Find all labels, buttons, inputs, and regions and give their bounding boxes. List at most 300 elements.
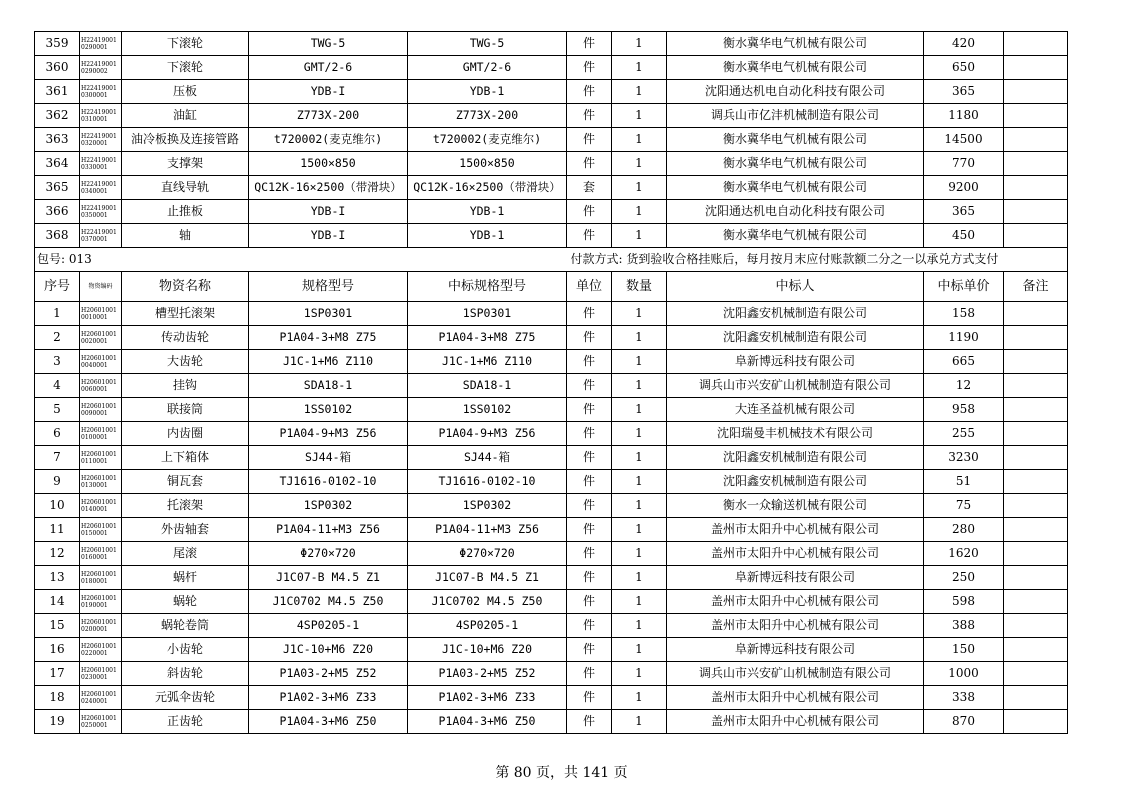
cell-unit: 件 <box>567 302 612 326</box>
cell-seq: 7 <box>35 446 80 470</box>
cell-bidder: 盖州市太阳升中心机械有限公司 <box>667 686 924 710</box>
cell-code: H20601001 0190001 <box>80 590 122 614</box>
cell-code: H20601001 0140001 <box>80 494 122 518</box>
table-row <box>35 686 1068 710</box>
cell-price: 665 <box>924 350 1004 374</box>
cell-unit: 件 <box>567 152 612 176</box>
cell-price: 388 <box>924 614 1004 638</box>
cell-qty: 1 <box>612 326 667 350</box>
cell-qty: 1 <box>612 302 667 326</box>
cell-price: 650 <box>924 56 1004 80</box>
cell-unit: 件 <box>567 80 612 104</box>
table-row <box>35 422 1068 446</box>
cell-name: 联接筒 <box>122 398 249 422</box>
cell-qty: 1 <box>612 518 667 542</box>
cell-seq: 1 <box>35 302 80 326</box>
cell-spec: P1A04-3+M8 Z75 <box>249 326 408 350</box>
table-row <box>35 374 1068 398</box>
cell-unit: 件 <box>567 422 612 446</box>
cell-seq: 3 <box>35 350 80 374</box>
cell-spec: 4SP0205-1 <box>249 614 408 638</box>
cell-note <box>1004 80 1068 104</box>
package-label: 包号: 013 <box>35 248 567 272</box>
table-row <box>35 470 1068 494</box>
cell-unit: 件 <box>567 446 612 470</box>
cell-name: 油冷板换及连接管路 <box>122 128 249 152</box>
table-row <box>35 326 1068 350</box>
cell-seq: 362 <box>35 104 80 128</box>
cell-seq: 11 <box>35 518 80 542</box>
cell-note <box>1004 200 1068 224</box>
cell-note <box>1004 398 1068 422</box>
cell-qty: 1 <box>612 398 667 422</box>
cell-qty: 1 <box>612 152 667 176</box>
header-bid-spec: 中标规格型号 <box>408 272 567 302</box>
table-row <box>35 32 1068 56</box>
cell-note <box>1004 590 1068 614</box>
cell-code: H20601001 0100001 <box>80 422 122 446</box>
cell-price: 250 <box>924 566 1004 590</box>
cell-price: 365 <box>924 200 1004 224</box>
cell-bidder: 盖州市太阳升中心机械有限公司 <box>667 590 924 614</box>
cell-spec: J1C-10+M6 Z20 <box>249 638 408 662</box>
cell-bid-spec: J1C07-B M4.5 Z1 <box>408 566 567 590</box>
cell-spec: YDB-I <box>249 80 408 104</box>
cell-spec: P1A04-9+M3 Z56 <box>249 422 408 446</box>
cell-price: 770 <box>924 152 1004 176</box>
cell-code: H20601001 0150001 <box>80 518 122 542</box>
cell-seq: 364 <box>35 152 80 176</box>
cell-unit: 件 <box>567 614 612 638</box>
cell-note <box>1004 638 1068 662</box>
cell-qty: 1 <box>612 470 667 494</box>
cell-code: H22419001 0350001 <box>80 200 122 224</box>
cell-unit: 件 <box>567 638 612 662</box>
cell-name: 蜗轮卷筒 <box>122 614 249 638</box>
table-row <box>35 80 1068 104</box>
cell-code: H20601001 0200001 <box>80 614 122 638</box>
cell-name: 斜齿轮 <box>122 662 249 686</box>
table-row <box>35 128 1068 152</box>
cell-spec: t720002(麦克维尔) <box>249 128 408 152</box>
cell-name: 下滚轮 <box>122 32 249 56</box>
cell-spec: P1A02-3+M6 Z33 <box>249 686 408 710</box>
cell-note <box>1004 374 1068 398</box>
cell-bidder: 沈阳鑫安机械制造有限公司 <box>667 326 924 350</box>
table-row <box>35 494 1068 518</box>
cell-qty: 1 <box>612 56 667 80</box>
cell-bid-spec: Z773X-200 <box>408 104 567 128</box>
cell-seq: 17 <box>35 662 80 686</box>
cell-note <box>1004 350 1068 374</box>
cell-note <box>1004 518 1068 542</box>
cell-bid-spec: P1A02-3+M6 Z33 <box>408 686 567 710</box>
cell-spec: Z773X-200 <box>249 104 408 128</box>
cell-bid-spec: P1A04-9+M3 Z56 <box>408 422 567 446</box>
cell-bidder: 盖州市太阳升中心机械有限公司 <box>667 614 924 638</box>
cell-code: H22419001 0320001 <box>80 128 122 152</box>
cell-code: H20601001 0090001 <box>80 398 122 422</box>
cell-code: H22419001 0370001 <box>80 224 122 248</box>
cell-code: H20601001 0060001 <box>80 374 122 398</box>
cell-code: H20601001 0240001 <box>80 686 122 710</box>
table-row <box>35 350 1068 374</box>
cell-unit: 件 <box>567 32 612 56</box>
payment-terms: 付款方式: 货到验收合格挂账后，每月按月末应付账款额二分之一以承兑方式支付 <box>567 248 1068 272</box>
cell-code: H20601001 0130001 <box>80 470 122 494</box>
table-row <box>35 662 1068 686</box>
cell-qty: 1 <box>612 224 667 248</box>
cell-bid-spec: SDA18-1 <box>408 374 567 398</box>
cell-code: H20601001 0180001 <box>80 566 122 590</box>
cell-spec: J1C07-B M4.5 Z1 <box>249 566 408 590</box>
cell-unit: 件 <box>567 398 612 422</box>
cell-unit: 件 <box>567 710 612 734</box>
cell-seq: 12 <box>35 542 80 566</box>
cell-bid-spec: SJ44-箱 <box>408 446 567 470</box>
cell-bid-spec: YDB-1 <box>408 200 567 224</box>
cell-note <box>1004 326 1068 350</box>
cell-code: H20601001 0020001 <box>80 326 122 350</box>
cell-spec: 1SP0302 <box>249 494 408 518</box>
cell-qty: 1 <box>612 710 667 734</box>
cell-bidder: 盖州市太阳升中心机械有限公司 <box>667 518 924 542</box>
cell-code: H22419001 0310001 <box>80 104 122 128</box>
cell-note <box>1004 224 1068 248</box>
cell-code: H22419001 0340001 <box>80 176 122 200</box>
cell-bid-spec: J1C-10+M6 Z20 <box>408 638 567 662</box>
cell-unit: 件 <box>567 518 612 542</box>
cell-qty: 1 <box>612 446 667 470</box>
cell-seq: 365 <box>35 176 80 200</box>
cell-price: 158 <box>924 302 1004 326</box>
cell-name: 蜗杆 <box>122 566 249 590</box>
cell-qty: 1 <box>612 566 667 590</box>
header-unit: 单位 <box>567 272 612 302</box>
procurement-table <box>34 31 1068 734</box>
cell-price: 958 <box>924 398 1004 422</box>
cell-name: 外齿轴套 <box>122 518 249 542</box>
cell-name: 托滚架 <box>122 494 249 518</box>
cell-seq: 9 <box>35 470 80 494</box>
cell-spec: 1SS0102 <box>249 398 408 422</box>
cell-bid-spec: 4SP0205-1 <box>408 614 567 638</box>
cell-name: 蜗轮 <box>122 590 249 614</box>
cell-unit: 件 <box>567 200 612 224</box>
cell-seq: 361 <box>35 80 80 104</box>
cell-name: 挂钩 <box>122 374 249 398</box>
cell-name: 正齿轮 <box>122 710 249 734</box>
cell-price: 1000 <box>924 662 1004 686</box>
cell-price: 1620 <box>924 542 1004 566</box>
cell-qty: 1 <box>612 128 667 152</box>
cell-bidder: 衡水冀华电气机械有限公司 <box>667 224 924 248</box>
header-seq: 序号 <box>35 272 80 302</box>
cell-name: 油缸 <box>122 104 249 128</box>
cell-bidder: 阜新博远科技有限公司 <box>667 350 924 374</box>
cell-code: H20601001 0230001 <box>80 662 122 686</box>
cell-price: 3230 <box>924 446 1004 470</box>
cell-name: 下滚轮 <box>122 56 249 80</box>
cell-bid-spec: GMT/2-6 <box>408 56 567 80</box>
cell-spec: SDA18-1 <box>249 374 408 398</box>
cell-spec: TWG-5 <box>249 32 408 56</box>
bottom-rows <box>35 302 1068 734</box>
cell-unit: 件 <box>567 566 612 590</box>
cell-unit: 件 <box>567 128 612 152</box>
cell-code: H20601001 0010001 <box>80 302 122 326</box>
cell-qty: 1 <box>612 542 667 566</box>
cell-price: 150 <box>924 638 1004 662</box>
cell-code: H20601001 0040001 <box>80 350 122 374</box>
cell-bidder: 衡水冀华电气机械有限公司 <box>667 32 924 56</box>
cell-seq: 360 <box>35 56 80 80</box>
cell-price: 12 <box>924 374 1004 398</box>
cell-unit: 件 <box>567 56 612 80</box>
cell-seq: 15 <box>35 614 80 638</box>
cell-seq: 6 <box>35 422 80 446</box>
cell-seq: 5 <box>35 398 80 422</box>
cell-bid-spec: J1C0702 M4.5 Z50 <box>408 590 567 614</box>
package-row <box>35 248 1068 272</box>
cell-note <box>1004 32 1068 56</box>
cell-qty: 1 <box>612 374 667 398</box>
header-bidder: 中标人 <box>667 272 924 302</box>
cell-bid-spec: 1500×850 <box>408 152 567 176</box>
cell-seq: 13 <box>35 566 80 590</box>
cell-spec: P1A03-2+M5 Z52 <box>249 662 408 686</box>
cell-spec: 1SP0301 <box>249 302 408 326</box>
header-price: 中标单价 <box>924 272 1004 302</box>
cell-bidder: 衡水冀华电气机械有限公司 <box>667 56 924 80</box>
cell-qty: 1 <box>612 686 667 710</box>
table-row <box>35 56 1068 80</box>
cell-qty: 1 <box>612 662 667 686</box>
cell-unit: 套 <box>567 176 612 200</box>
cell-price: 75 <box>924 494 1004 518</box>
cell-bid-spec: Φ270×720 <box>408 542 567 566</box>
cell-code: H20601001 0250001 <box>80 710 122 734</box>
cell-qty: 1 <box>612 614 667 638</box>
cell-spec: P1A04-3+M6 Z50 <box>249 710 408 734</box>
cell-name: 支撑架 <box>122 152 249 176</box>
table-row <box>35 590 1068 614</box>
cell-note <box>1004 128 1068 152</box>
cell-note <box>1004 710 1068 734</box>
cell-seq: 14 <box>35 590 80 614</box>
cell-name: 元弧伞齿轮 <box>122 686 249 710</box>
table-row <box>35 200 1068 224</box>
cell-name: 压板 <box>122 80 249 104</box>
cell-name: 传动齿轮 <box>122 326 249 350</box>
cell-bidder: 衡水冀华电气机械有限公司 <box>667 128 924 152</box>
top-rows <box>35 32 1068 248</box>
cell-note <box>1004 176 1068 200</box>
cell-bidder: 沈阳瑞曼丰机械技术有限公司 <box>667 422 924 446</box>
header-code: 物资编码 <box>80 272 122 302</box>
cell-price: 51 <box>924 470 1004 494</box>
cell-note <box>1004 302 1068 326</box>
cell-spec: J1C0702 M4.5 Z50 <box>249 590 408 614</box>
cell-spec: QC12K-16×2500（带滑块） <box>249 176 408 200</box>
cell-qty: 1 <box>612 422 667 446</box>
header-spec: 规格型号 <box>249 272 408 302</box>
cell-name: 铜瓦套 <box>122 470 249 494</box>
table-row <box>35 614 1068 638</box>
cell-price: 365 <box>924 80 1004 104</box>
cell-unit: 件 <box>567 350 612 374</box>
cell-qty: 1 <box>612 590 667 614</box>
cell-bidder: 衡水冀华电气机械有限公司 <box>667 176 924 200</box>
cell-bidder: 调兵山市兴安矿山机械制造有限公司 <box>667 374 924 398</box>
cell-bidder: 衡水一众输送机械有限公司 <box>667 494 924 518</box>
cell-name: 小齿轮 <box>122 638 249 662</box>
cell-name: 尾滚 <box>122 542 249 566</box>
cell-code: H20601001 0110001 <box>80 446 122 470</box>
cell-bid-spec: TWG-5 <box>408 32 567 56</box>
header-name: 物资名称 <box>122 272 249 302</box>
cell-spec: P1A04-11+M3 Z56 <box>249 518 408 542</box>
cell-price: 338 <box>924 686 1004 710</box>
cell-name: 止推板 <box>122 200 249 224</box>
cell-code: H20601001 0220001 <box>80 638 122 662</box>
cell-bid-spec: YDB-1 <box>408 80 567 104</box>
header-note: 备注 <box>1004 272 1068 302</box>
cell-name: 上下箱体 <box>122 446 249 470</box>
cell-seq: 4 <box>35 374 80 398</box>
cell-bid-spec: 1SS0102 <box>408 398 567 422</box>
cell-price: 420 <box>924 32 1004 56</box>
cell-note <box>1004 446 1068 470</box>
cell-spec: YDB-I <box>249 200 408 224</box>
cell-name: 直线导轨 <box>122 176 249 200</box>
cell-qty: 1 <box>612 176 667 200</box>
cell-note <box>1004 662 1068 686</box>
table-row <box>35 638 1068 662</box>
cell-spec: TJ1616-0102-10 <box>249 470 408 494</box>
cell-seq: 19 <box>35 710 80 734</box>
cell-price: 1190 <box>924 326 1004 350</box>
table-row <box>35 710 1068 734</box>
cell-seq: 18 <box>35 686 80 710</box>
cell-bidder: 盖州市太阳升中心机械有限公司 <box>667 710 924 734</box>
cell-bid-spec: TJ1616-0102-10 <box>408 470 567 494</box>
cell-spec: SJ44-箱 <box>249 446 408 470</box>
table-row <box>35 176 1068 200</box>
cell-unit: 件 <box>567 494 612 518</box>
cell-bidder: 沈阳鑫安机械制造有限公司 <box>667 302 924 326</box>
table-row <box>35 104 1068 128</box>
cell-price: 14500 <box>924 128 1004 152</box>
cell-unit: 件 <box>567 590 612 614</box>
cell-bidder: 调兵山市兴安矿山机械制造有限公司 <box>667 662 924 686</box>
cell-bid-spec: P1A04-3+M8 Z75 <box>408 326 567 350</box>
cell-bidder: 衡水冀华电气机械有限公司 <box>667 152 924 176</box>
cell-bidder: 沈阳通达机电自动化科技有限公司 <box>667 80 924 104</box>
cell-bidder: 阜新博远科技有限公司 <box>667 566 924 590</box>
cell-bid-spec: P1A04-11+M3 Z56 <box>408 518 567 542</box>
table-row <box>35 224 1068 248</box>
cell-seq: 359 <box>35 32 80 56</box>
cell-unit: 件 <box>567 470 612 494</box>
cell-bid-spec: QC12K-16×2500（带滑块） <box>408 176 567 200</box>
table-row <box>35 302 1068 326</box>
cell-qty: 1 <box>612 104 667 128</box>
cell-spec: Φ270×720 <box>249 542 408 566</box>
cell-code: H22419001 0300001 <box>80 80 122 104</box>
cell-unit: 件 <box>567 662 612 686</box>
cell-seq: 16 <box>35 638 80 662</box>
cell-spec: 1500×850 <box>249 152 408 176</box>
cell-note <box>1004 542 1068 566</box>
cell-note <box>1004 470 1068 494</box>
page-number: 第 80 页，共 141 页 <box>495 765 628 781</box>
cell-note <box>1004 422 1068 446</box>
table-row <box>35 518 1068 542</box>
cell-qty: 1 <box>612 638 667 662</box>
cell-spec: GMT/2-6 <box>249 56 408 80</box>
cell-note <box>1004 494 1068 518</box>
cell-seq: 368 <box>35 224 80 248</box>
cell-code: H22419001 0290001 <box>80 32 122 56</box>
cell-qty: 1 <box>612 80 667 104</box>
cell-note <box>1004 566 1068 590</box>
cell-code: H20601001 0160001 <box>80 542 122 566</box>
cell-bid-spec: YDB-1 <box>408 224 567 248</box>
table-row <box>35 542 1068 566</box>
cell-bid-spec: t720002(麦克维尔) <box>408 128 567 152</box>
cell-qty: 1 <box>612 494 667 518</box>
cell-price: 870 <box>924 710 1004 734</box>
cell-bidder: 沈阳通达机电自动化科技有限公司 <box>667 200 924 224</box>
cell-qty: 1 <box>612 32 667 56</box>
table-row <box>35 398 1068 422</box>
cell-bidder: 大连圣益机械有限公司 <box>667 398 924 422</box>
cell-bid-spec: P1A03-2+M5 Z52 <box>408 662 567 686</box>
cell-note <box>1004 614 1068 638</box>
cell-spec: J1C-1+M6 Z110 <box>249 350 408 374</box>
cell-seq: 2 <box>35 326 80 350</box>
cell-bid-spec: 1SP0302 <box>408 494 567 518</box>
cell-spec: YDB-I <box>249 224 408 248</box>
cell-price: 450 <box>924 224 1004 248</box>
cell-note <box>1004 686 1068 710</box>
cell-name: 大齿轮 <box>122 350 249 374</box>
header-qty: 数量 <box>612 272 667 302</box>
cell-bid-spec: J1C-1+M6 Z110 <box>408 350 567 374</box>
table-row <box>35 566 1068 590</box>
cell-bid-spec: P1A04-3+M6 Z50 <box>408 710 567 734</box>
cell-price: 255 <box>924 422 1004 446</box>
cell-qty: 1 <box>612 200 667 224</box>
cell-price: 9200 <box>924 176 1004 200</box>
cell-price: 280 <box>924 518 1004 542</box>
cell-name: 轴 <box>122 224 249 248</box>
cell-name: 槽型托滚架 <box>122 302 249 326</box>
cell-bidder: 沈阳鑫安机械制造有限公司 <box>667 470 924 494</box>
cell-unit: 件 <box>567 224 612 248</box>
cell-bidder: 盖州市太阳升中心机械有限公司 <box>667 542 924 566</box>
cell-unit: 件 <box>567 542 612 566</box>
cell-unit: 件 <box>567 104 612 128</box>
cell-code: H22419001 0290002 <box>80 56 122 80</box>
cell-note <box>1004 152 1068 176</box>
cell-unit: 件 <box>567 374 612 398</box>
cell-code: H22419001 0330001 <box>80 152 122 176</box>
cell-unit: 件 <box>567 686 612 710</box>
cell-bidder: 阜新博远科技有限公司 <box>667 638 924 662</box>
cell-unit: 件 <box>567 326 612 350</box>
